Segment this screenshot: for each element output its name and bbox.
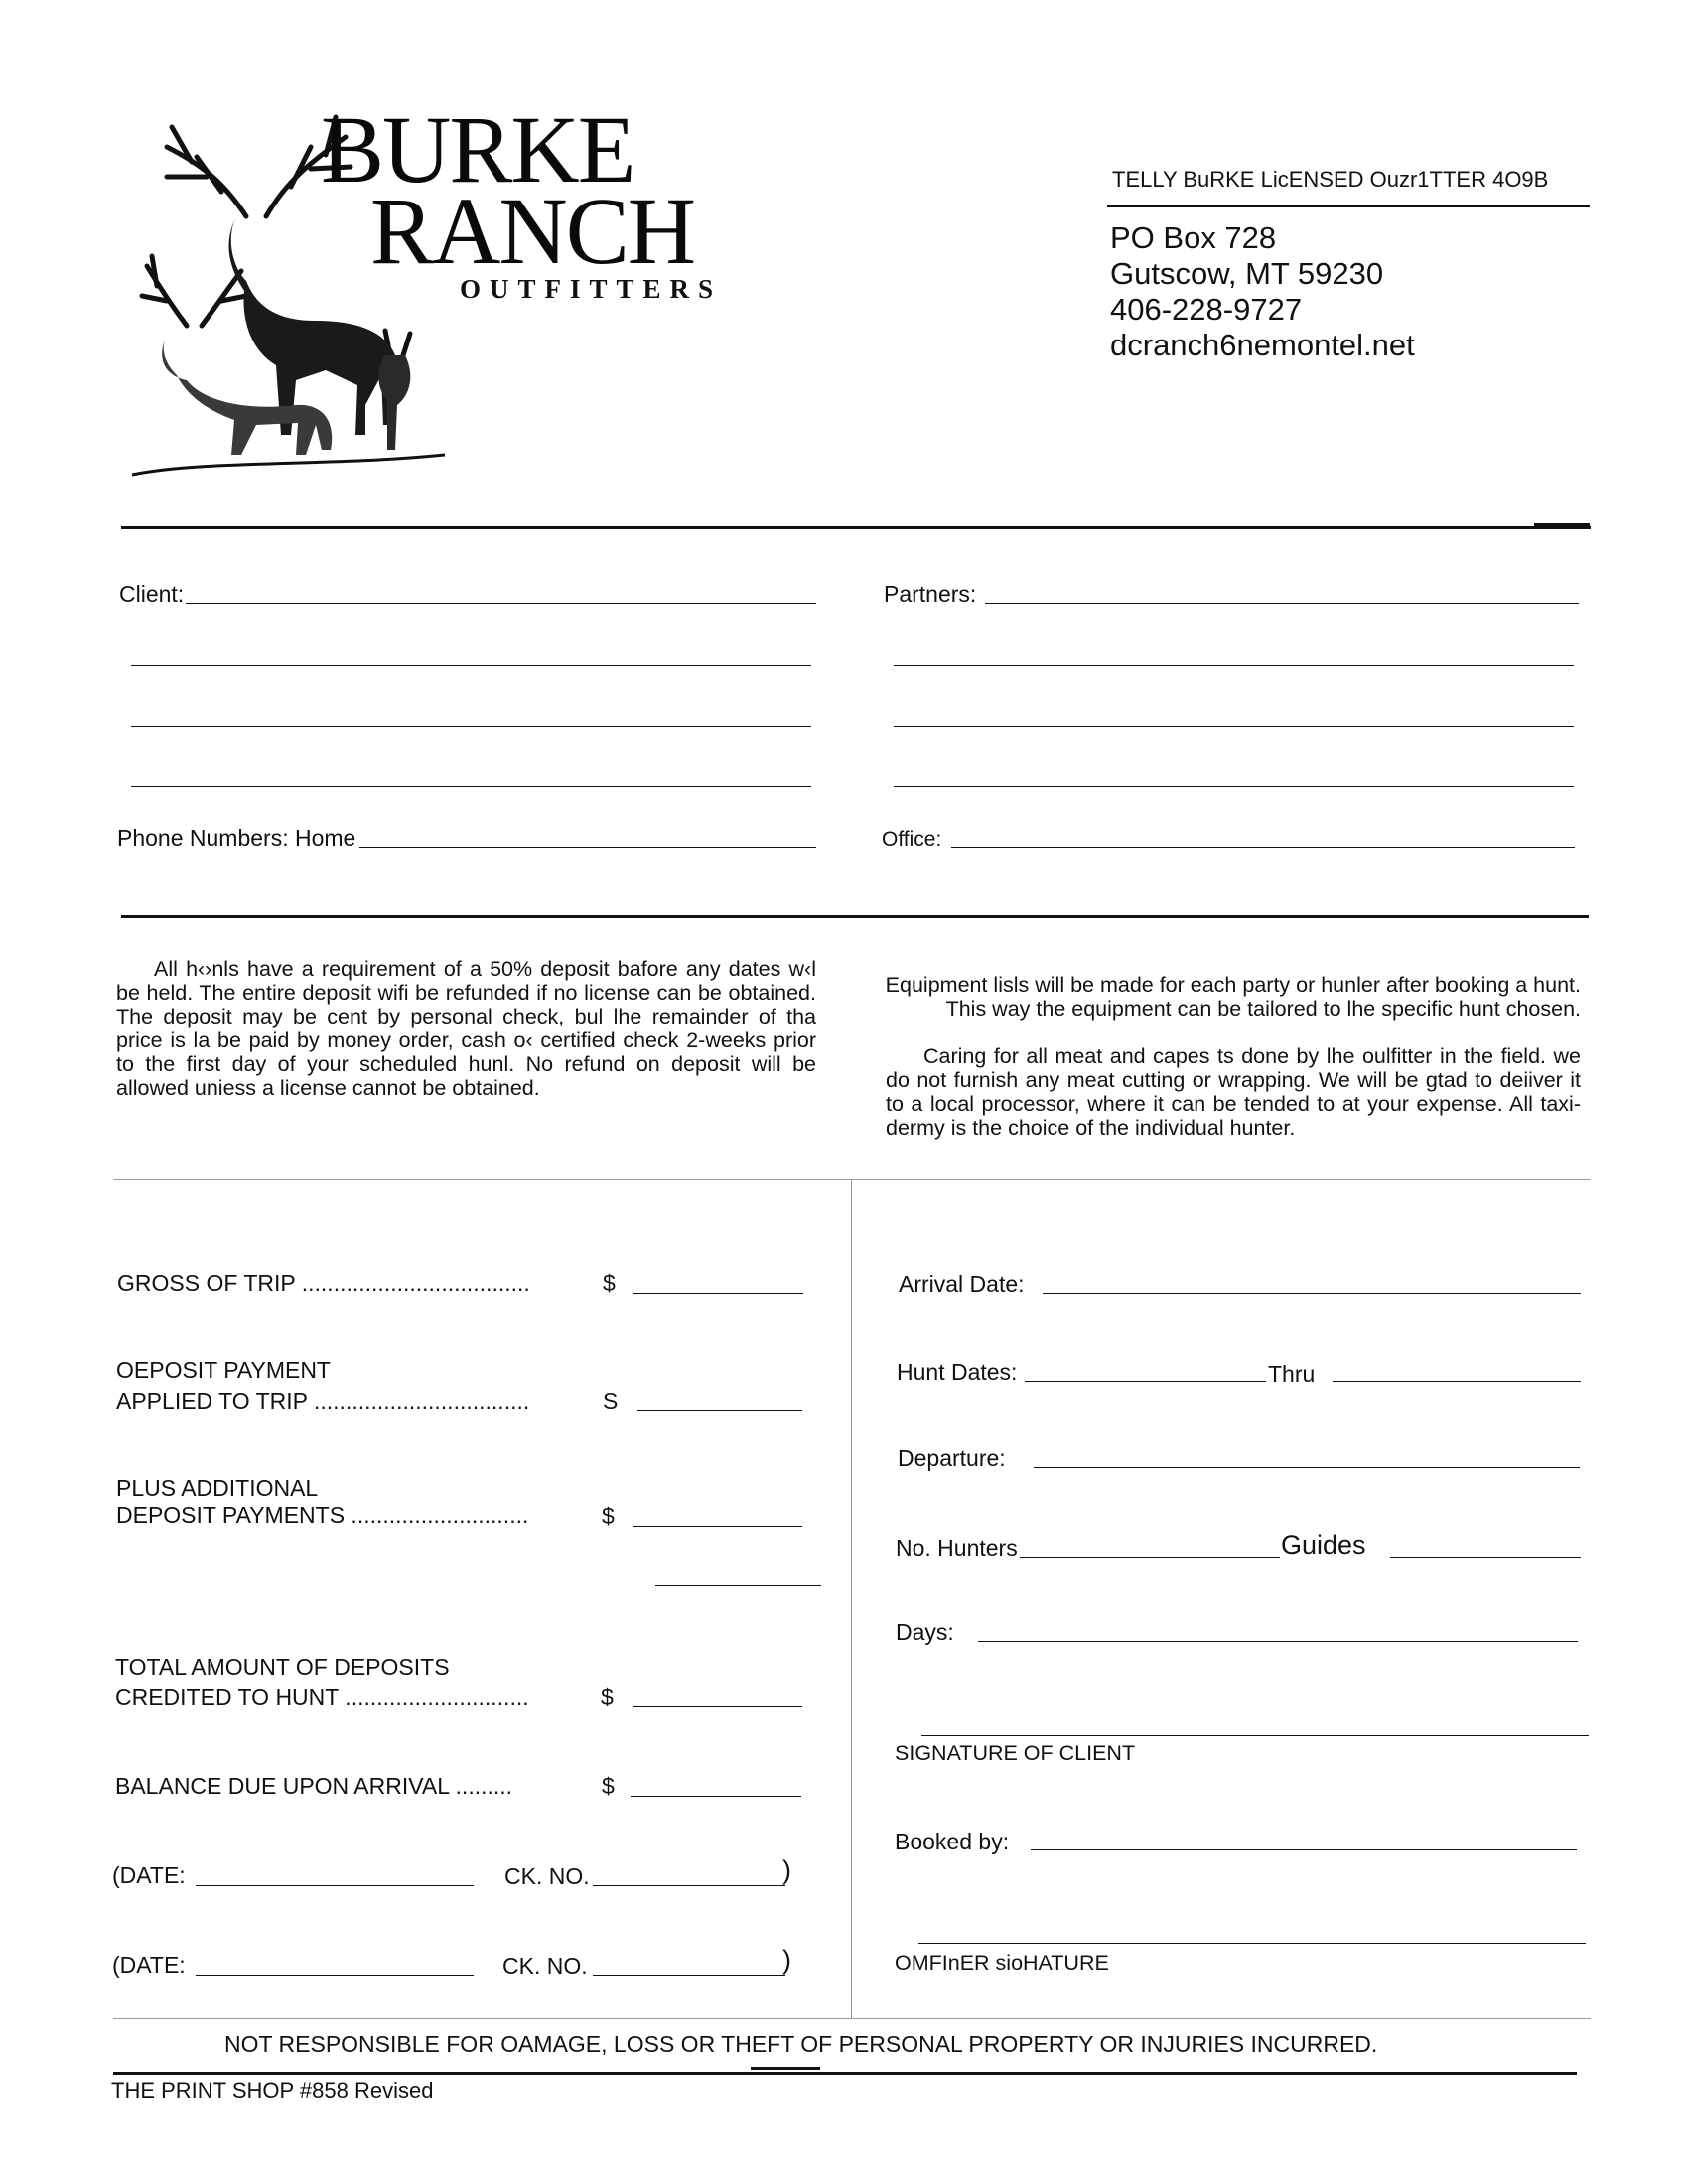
- total-amount-field[interactable]: [633, 1706, 802, 1707]
- deposit-label-line1: OEPOSIT PAYMENT: [116, 1357, 331, 1383]
- paren-close-2: ): [782, 1945, 791, 1975]
- departure-label: Departure:: [898, 1445, 1006, 1471]
- hunt-dates-start-field[interactable]: [1025, 1381, 1266, 1382]
- gross-label: GROSS OF TRIP ....................................: [117, 1270, 530, 1296]
- gross-dollar-sign: $: [603, 1270, 616, 1296]
- client-field[interactable]: [186, 603, 816, 604]
- guides-field[interactable]: [1390, 1557, 1581, 1558]
- partners-field-line3[interactable]: [894, 726, 1574, 727]
- additional-amount-field[interactable]: [633, 1526, 802, 1527]
- client-field-line4[interactable]: [131, 786, 811, 787]
- phone-home-label: Phone Numbers: Home: [117, 825, 356, 851]
- partners-field[interactable]: [985, 603, 1579, 604]
- header-divider: [121, 526, 1591, 529]
- deposit-dollar-sign: S: [603, 1388, 619, 1414]
- client-signature-label: SIGNATURE OF CLIENT: [895, 1741, 1136, 1765]
- date-field-2[interactable]: [196, 1975, 474, 1976]
- footer-center-tick: [751, 2067, 820, 2070]
- equipment-terms-text: Equipment lisls will be made for each party or hunler after booking a hunt. This way the equipment can be tailored to lhe specific hunt chosen.: [885, 973, 1581, 1021]
- arrival-date-label: Arrival Date:: [899, 1271, 1025, 1297]
- check-number-field-1[interactable]: [593, 1885, 785, 1886]
- total-label-line2: CREDITED TO HUNT .............................: [115, 1684, 529, 1709]
- additional-label-line2: DEPOSIT PAYMENTS ............................: [116, 1502, 529, 1528]
- phone-home-field[interactable]: [359, 847, 816, 848]
- deposit-terms-text: All h‹›nls have a requirement of a 50% deposit bafore any dates w‹l be held. The entire deposit wifi be refunded if no license can be obtained. The deposit may be cent by personal check, bul lhe remainder of tha price is la be paid by money order, cash o‹ certified check 2-weeks prior to the first day of your scheduled hunl. No refund on deposit will be allowed uniess a license cannot be obtained.: [116, 957, 816, 1100]
- outfitter-signature-label: OMFInER sioHATURE: [895, 1951, 1109, 1975]
- client-field-line3[interactable]: [131, 726, 811, 727]
- client-label: Client:: [119, 581, 185, 607]
- total-label-line1: TOTAL AMOUNT OF DEPOSITS: [115, 1654, 450, 1680]
- guides-label: Guides: [1281, 1530, 1366, 1560]
- deposit-amount-field[interactable]: [637, 1410, 802, 1411]
- check-number-label-1: CK. NO.: [504, 1863, 590, 1889]
- brand-name-ranch: RANCH: [370, 178, 695, 284]
- hunters-label: No. Hunters: [896, 1535, 1018, 1561]
- hunt-dates-label: Hunt Dates:: [897, 1359, 1018, 1385]
- terms-divider: [121, 915, 1589, 918]
- departure-field[interactable]: [1034, 1467, 1580, 1468]
- footer-bottom-divider: [113, 2072, 1577, 2075]
- column-divider: [851, 1180, 852, 2019]
- paren-close-1: ): [782, 1855, 791, 1885]
- days-label: Days:: [896, 1619, 954, 1645]
- deposit-label-line2: APPLIED TO TRIP ..................................: [116, 1388, 530, 1414]
- license-underline: [1107, 205, 1590, 207]
- address-line1: PO Box 728: [1110, 220, 1277, 255]
- balance-label: BALANCE DUE UPON ARRIVAL .........: [115, 1773, 513, 1799]
- booked-by-label: Booked by:: [895, 1829, 1010, 1854]
- header-divider-tick: [1534, 523, 1590, 526]
- partners-label: Partners:: [884, 581, 977, 607]
- brand-tagline: OUTFITTERS: [460, 274, 723, 304]
- client-field-line2[interactable]: [131, 665, 811, 666]
- hunters-field[interactable]: [1020, 1557, 1280, 1558]
- hunt-dates-end-field[interactable]: [1333, 1381, 1581, 1382]
- partners-field-line4[interactable]: [894, 786, 1574, 787]
- check-number-field-2[interactable]: [593, 1975, 785, 1976]
- days-field[interactable]: [978, 1641, 1578, 1642]
- address-line2: Gutscow, MT 59230: [1110, 256, 1384, 291]
- meat-care-terms-text: Caring for all meat and capes ts done by lhe oulfitter in the field. we do not furnish any meat cutting or wrapping. We will be gtad to deiiver it to a local processor, where it can be tended to at your expense. All taxi- dermy is the choice of the individual hunter.: [886, 1044, 1581, 1140]
- booked-by-field[interactable]: [1031, 1849, 1577, 1850]
- brand-logo: [127, 96, 802, 484]
- partners-field-line2[interactable]: [894, 665, 1574, 666]
- balance-dollar-sign: $: [602, 1773, 615, 1799]
- date-field-1[interactable]: [196, 1885, 474, 1886]
- license-line: TELLY BuRKE LicENSED Ouzr1TTER 4O9B: [1112, 167, 1549, 192]
- date-label-2: (DATE:: [112, 1952, 186, 1978]
- date-label-1: (DATE:: [112, 1862, 186, 1888]
- thru-label: Thru: [1268, 1361, 1316, 1387]
- additional-label-line1: PLUS ADDITIONAL: [116, 1475, 319, 1501]
- office-label: Office:: [882, 828, 942, 851]
- client-signature-field[interactable]: [921, 1735, 1589, 1736]
- print-shop-credit: THE PRINT SHOP #858 Revised: [111, 2078, 434, 2103]
- additional-dollar-sign: $: [602, 1503, 615, 1529]
- office-field[interactable]: [951, 847, 1575, 848]
- email-address: dcranch6nemontel.net: [1110, 328, 1415, 362]
- phone-number: 406-228-9727: [1110, 292, 1303, 327]
- gross-amount-field[interactable]: [633, 1293, 803, 1294]
- arrival-date-field[interactable]: [1043, 1293, 1581, 1294]
- ledger-top-divider: [113, 1179, 1591, 1180]
- outfitter-signature-field[interactable]: [918, 1943, 1586, 1944]
- total-dollar-sign: $: [601, 1684, 614, 1709]
- check-number-label-2: CK. NO.: [502, 1953, 588, 1979]
- balance-amount-field[interactable]: [631, 1796, 801, 1797]
- subtotal-field[interactable]: [655, 1585, 821, 1586]
- brand-name-burke: BURKE: [321, 96, 634, 203]
- footer-top-divider: [113, 2018, 1591, 2019]
- liability-disclaimer: NOT RESPONSIBLE FOR OAMAGE, LOSS OR THEFT OF PERSONAL PROPERTY OR INJURIES INCURRED.: [224, 2031, 1378, 2057]
